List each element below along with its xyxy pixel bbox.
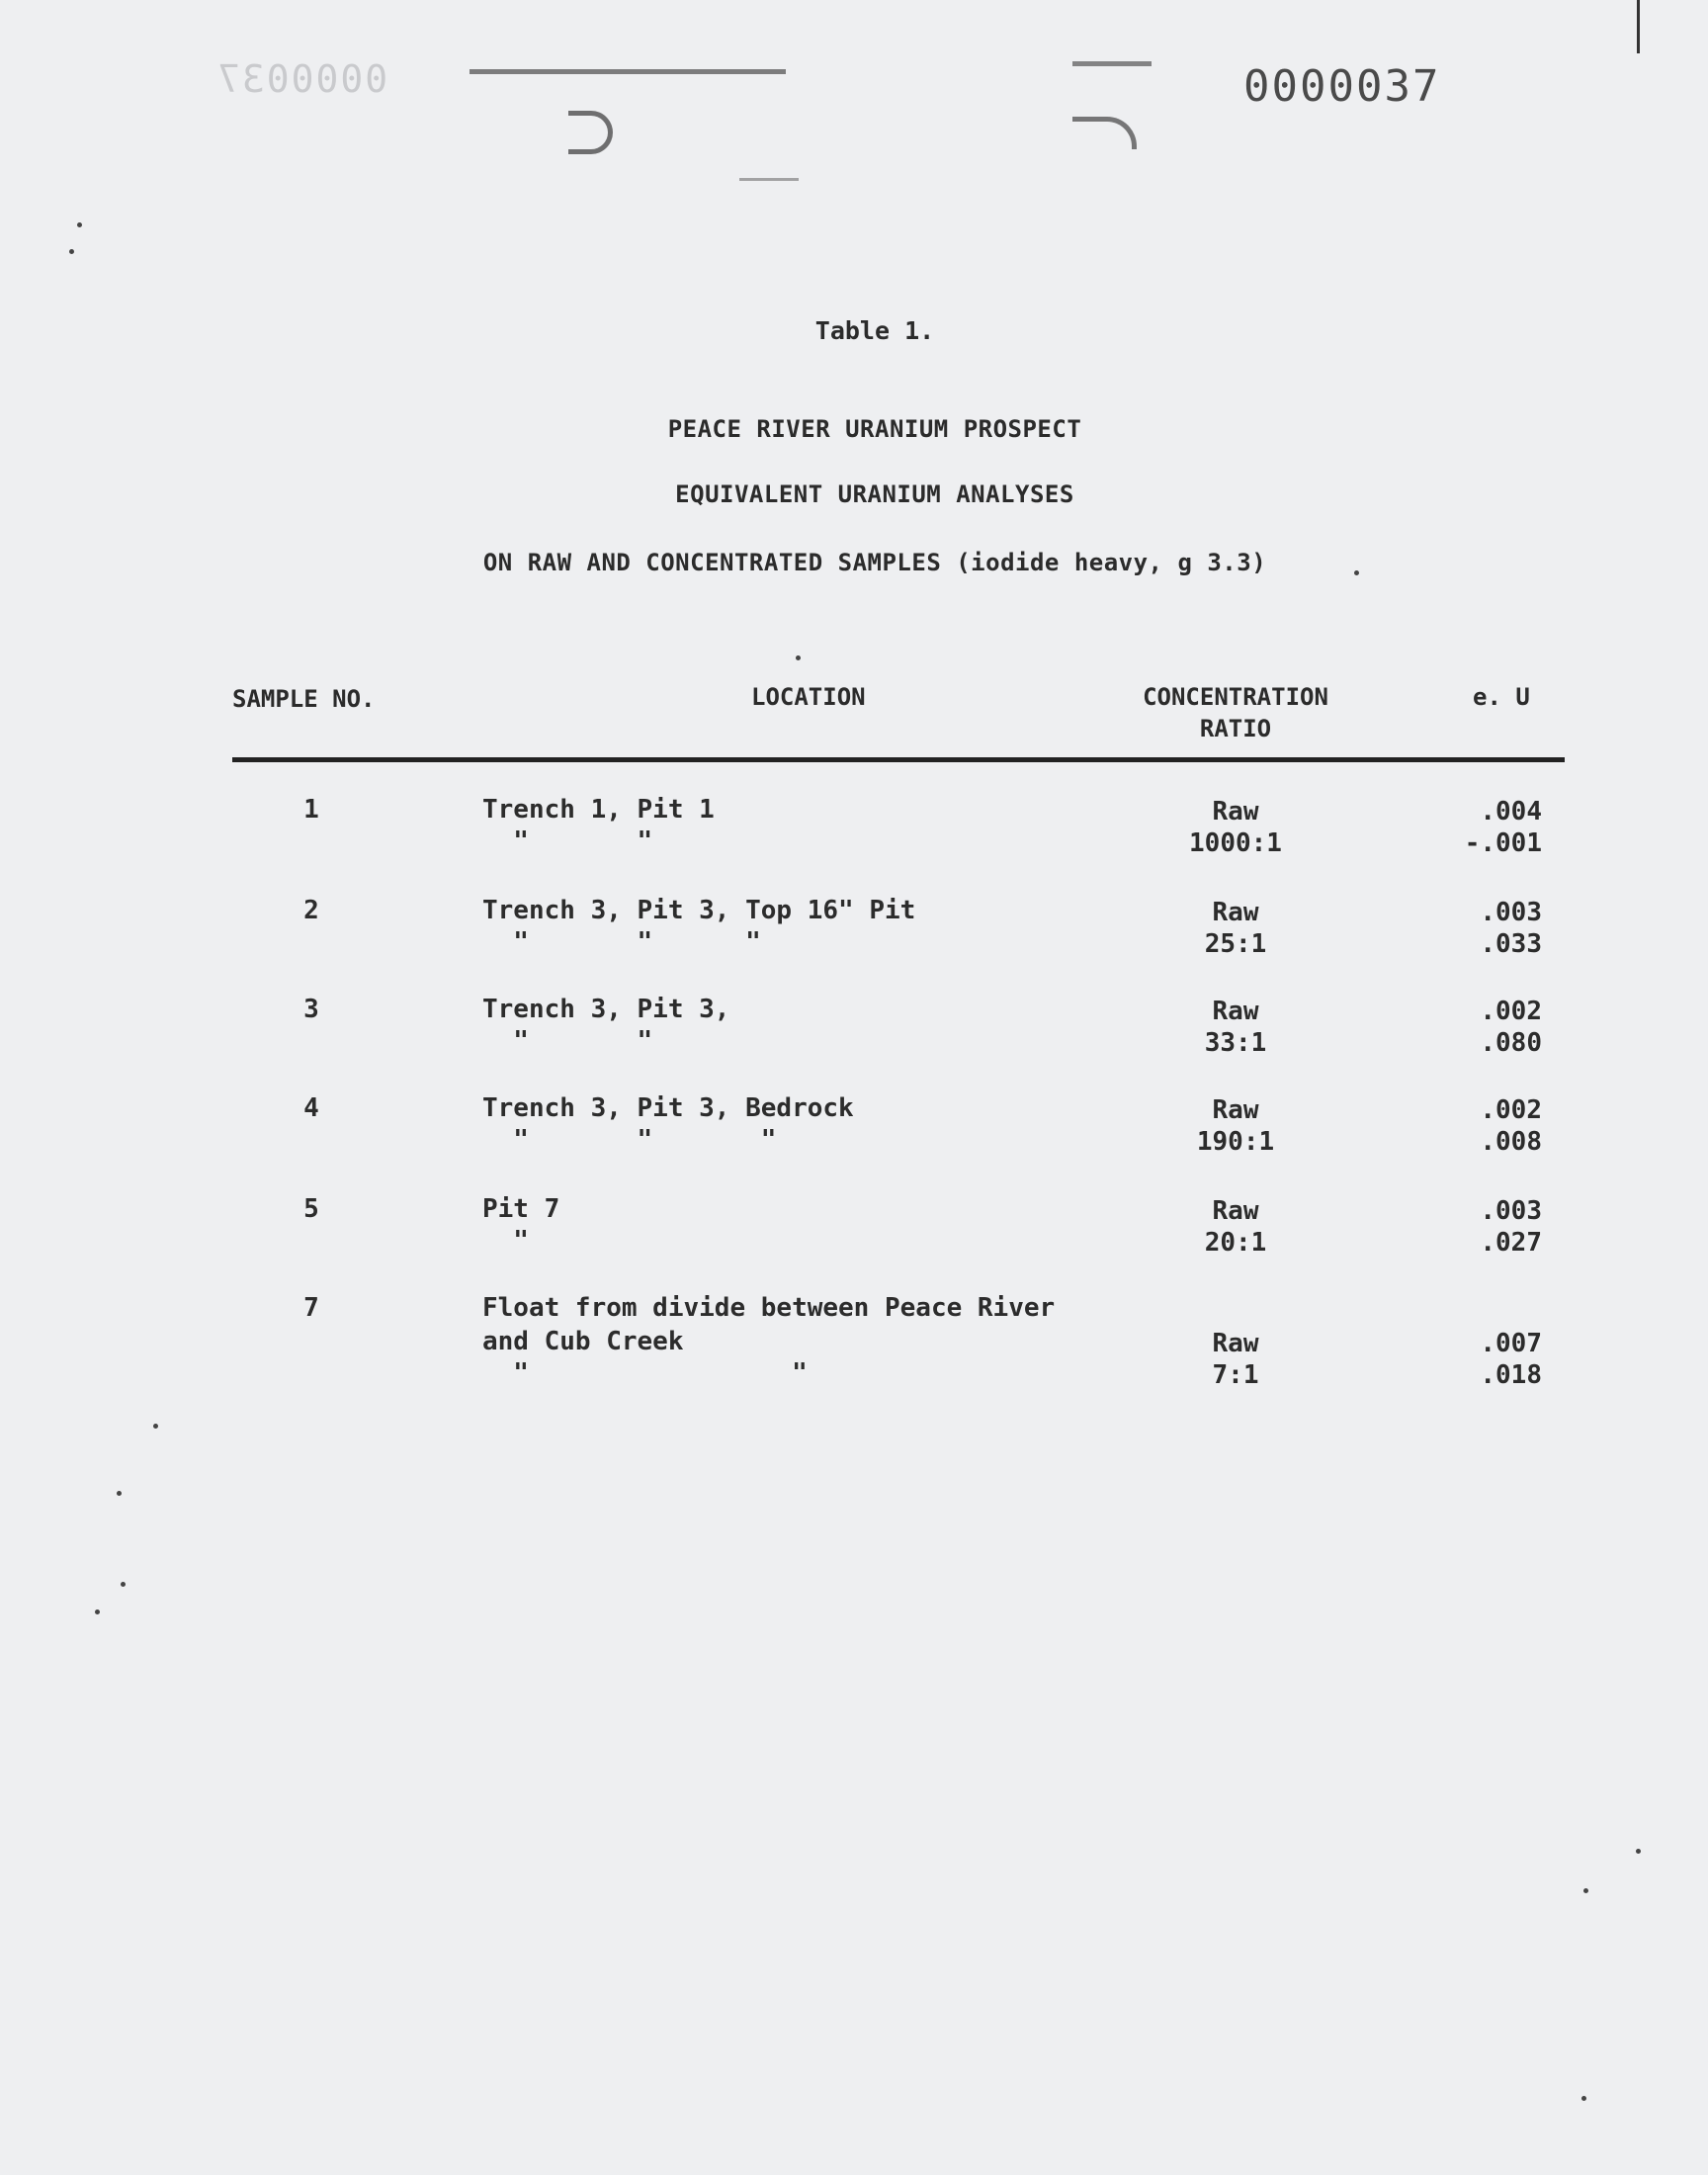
table-row-location: Trench 1, Pit 1 [482,795,715,825]
smudge-mark [568,111,613,154]
table-title: Table 1. [814,316,935,345]
smudge-mark [1072,61,1152,66]
heading-samples: ON RAW AND CONCENTRATED SAMPLES (iodide heavy, g 3.3) [482,549,1267,576]
column-header-eu: e. U [1473,683,1530,711]
table-row-ratio: 25:1 [1204,929,1267,959]
table-row-ratio: 20:1 [1204,1228,1267,1258]
table-row-ratio: Raw [1212,1329,1259,1358]
table-row-eu: .027 [1480,1228,1542,1258]
scan-speck [1636,1849,1641,1854]
table-row-eu: .004 [1480,797,1542,826]
table-row-location: Trench 3, Pit 3, Top 16" Pit [482,896,916,925]
table-row-sample-no: 5 [303,1194,319,1224]
table-row-ratio: 33:1 [1204,1028,1267,1058]
table-row-location-ditto: " " [482,1358,808,1388]
column-header-ratio-line1: CONCENTRATION [1143,683,1328,711]
table-row-sample-no: 7 [303,1293,319,1323]
table-row-ratio: Raw [1212,997,1259,1026]
document-number: 0000037 [1243,61,1441,112]
table-row-eu: .018 [1480,1360,1542,1390]
table-row-ratio: 7:1 [1212,1360,1259,1390]
table-row-location-ditto: " " " [482,927,761,957]
table-row-eu: .003 [1480,1196,1542,1226]
scan-edge-mark [1637,0,1640,53]
table-row-ratio: Raw [1212,898,1259,927]
table-row-location-ditto: " " [482,1026,653,1056]
header-rule [232,757,1565,762]
table-row-location-ditto: " " " [482,1125,777,1155]
table-row-location-ditto: " [482,1226,529,1256]
table-row-eu: .002 [1480,1095,1542,1125]
table-row-eu: .007 [1480,1329,1542,1358]
table-row-location: Trench 3, Pit 3, [482,995,730,1024]
table-row-eu: .003 [1480,898,1542,927]
table-row-eu: .008 [1480,1127,1542,1157]
column-header-sample-no: SAMPLE NO. [232,685,376,713]
table-row-eu: .033 [1480,929,1542,959]
table-row-eu: .080 [1480,1028,1542,1058]
scan-speck [95,1610,100,1614]
scan-speck [121,1582,126,1587]
table-row-eu: .002 [1480,997,1542,1026]
scan-speck [153,1424,158,1429]
smudge-mark [739,178,799,181]
smudge-mark [1072,117,1137,149]
table-row-eu: -.001 [1464,828,1542,858]
table-row-ratio: 190:1 [1196,1127,1275,1157]
scan-speck [1354,570,1359,575]
column-header-ratio-line2: RATIO [1199,715,1272,742]
scan-speck [117,1491,122,1496]
column-header-location: LOCATION [751,683,866,711]
table-row-sample-no: 4 [303,1093,319,1123]
table-row-location: Pit 7 [482,1194,560,1224]
scan-speck [1583,1888,1588,1893]
table-row-ratio: Raw [1212,1095,1259,1125]
scan-speck [1581,2096,1586,2101]
table-row-location: Float from divide between Peace River [482,1293,1056,1323]
bleed-through-number: 0000037 [215,57,388,101]
table-row-ratio: 1000:1 [1189,828,1282,858]
scan-speck [796,655,801,660]
table-row-sample-no: 2 [303,896,319,925]
table-row-sample-no: 1 [303,795,319,825]
table-row-ratio: Raw [1212,1196,1259,1226]
table-row-location-ditto: " " [482,826,653,856]
scan-speck [77,222,82,227]
heading-analyses: EQUIVALENT URANIUM ANALYSES [675,480,1074,508]
table-row-ratio: Raw [1212,797,1259,826]
table-row-location: and Cub Creek [482,1327,684,1356]
scan-speck [69,249,74,254]
smudge-mark [470,69,786,74]
table-row-location: Trench 3, Pit 3, Bedrock [482,1093,854,1123]
table-row-sample-no: 3 [303,995,319,1024]
heading-prospect: PEACE RIVER URANIUM PROSPECT [667,415,1082,443]
